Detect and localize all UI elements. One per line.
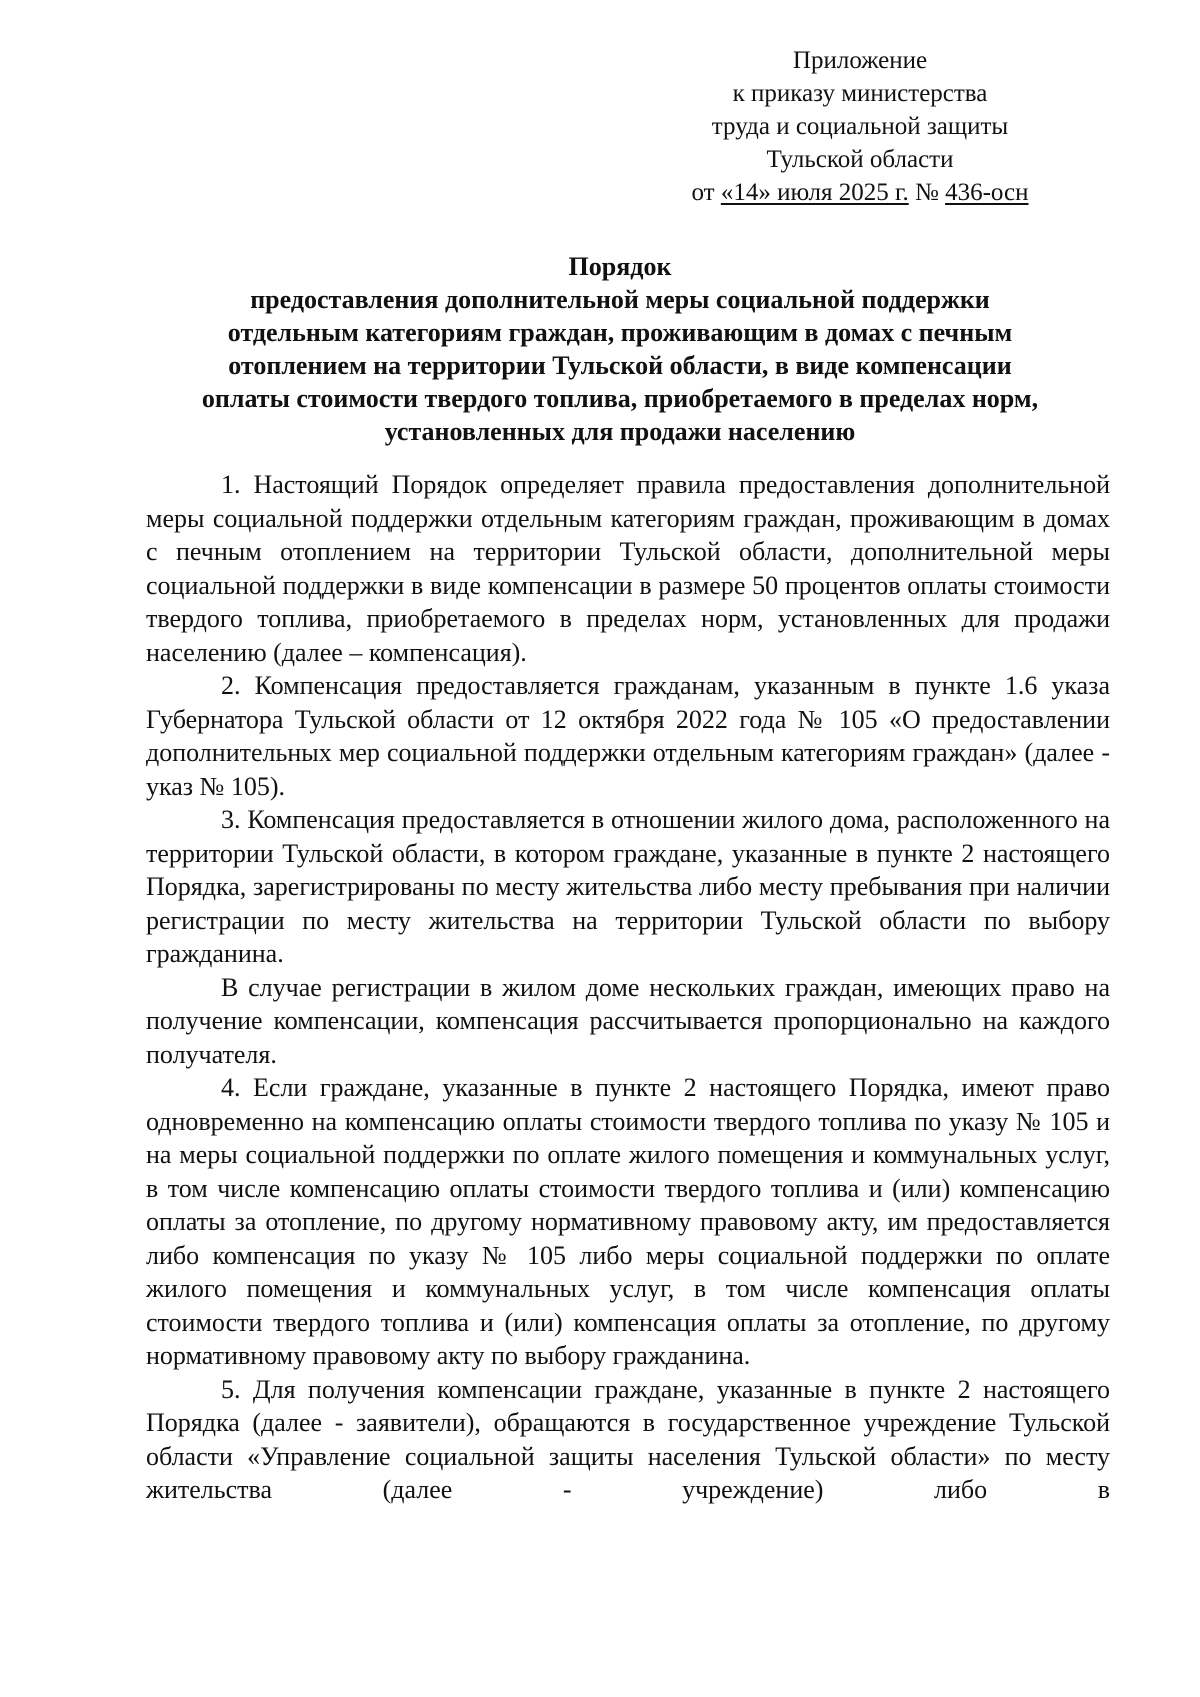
paragraph-3-continued: В случае регистрации в жилом доме нескольких граждан, имеющих право на получение компенсации, компенсация рассчитывается пропорционально на каждого получателя. [146, 972, 1110, 1069]
title-line-5: установленных для продажи населению [384, 417, 856, 446]
paragraph-4: 4. Если граждане, указанные в пункте 2 настоящего Порядка, имеют право одновременно на компенсацию оплаты стоимости твердого топлива по указу № 105 и на меры социальной поддержки по оплате жилого помещения и коммунальных услуг, в том числе компенсацию оплаты стоимости твердого топлива и (или) компенсацию оплаты за отопление, по другому нормативному правовому акту, им предоставляется либо компенсация по указу № 105 либо меры социальной поддержки по оплате жилого помещения и коммунальных услуг, в том числе компенсация оплаты стоимости твердого топлива и (или) компенсация оплаты за отопление, по другому нормативному правовому акту по выбору гражданина. [146, 1073, 1110, 1370]
appendix-order-ref: к приказу министерства [732, 80, 988, 107]
paragraph-2: 2. Компенсация предоставляется гражданам, указанным в пункте 1.6 указа Губернатора Тульской области от 12 октября 2022 года № 105 «О предоставлении дополнительных мер социальной поддержки отдельным категориям граждан» (далее - указ № 105). [146, 671, 1110, 801]
title-line-4: оплаты стоимости твердого топлива, приобретаемого в пределах норм, [201, 384, 1039, 413]
appendix-date-line [640, 176, 1080, 209]
title-line-2: отдельным категориям граждан, проживающим в домах с печным [227, 318, 1013, 347]
document-body [146, 468, 1110, 1507]
appendix-region: Тульской области [766, 146, 954, 173]
title-line-3: отоплением на территории Тульской области, в виде компенсации [228, 351, 1012, 380]
date-prefix: от [691, 179, 721, 206]
appendix-title: Приложение [792, 47, 928, 74]
appendix-ministry: труда и социальной защиты [711, 113, 1009, 140]
number-prefix: № [908, 179, 946, 206]
title-line-1: предоставления дополнительной меры социальной поддержки [250, 285, 990, 314]
title-heading: Порядок [568, 252, 672, 281]
paragraph-5: 5. Для получения компенсации граждане, указанные в пункте 2 настоящего Порядка (далее - заявители), обращаются в государственное учреждение Тульской области «Управление социальной защиты населения Тульской области» по месту жительства (далее - учреждение) либо в [146, 1374, 1110, 1504]
order-number: 436-осн [945, 179, 1029, 206]
order-date: «14» июля 2025 г. [720, 179, 909, 206]
document-title [130, 250, 1110, 448]
appendix-header [640, 44, 1080, 209]
paragraph-3: 3. Компенсация предоставляется в отношении жилого дома, расположенного на территории Тульской области, в котором граждане, указанные в пункте 2 настоящего Порядка, зарегистрированы по месту жительства либо месту пребывания при наличии регистрации по месту жительства на территории Тульской области по выбору гражданина. [146, 805, 1110, 968]
paragraph-1: 1. Настоящий Порядок определяет правила предоставления дополнительной меры социальной поддержки отдельным категориям граждан, проживающим в домах с печным отоплением на территории Тульской области, дополнительной меры социальной поддержки в виде компенсации в размере 50 процентов оплаты стоимости твердого топлива, приобретаемого в пределах норм, установленных для продажи населению (далее – компенсация). [146, 470, 1110, 667]
